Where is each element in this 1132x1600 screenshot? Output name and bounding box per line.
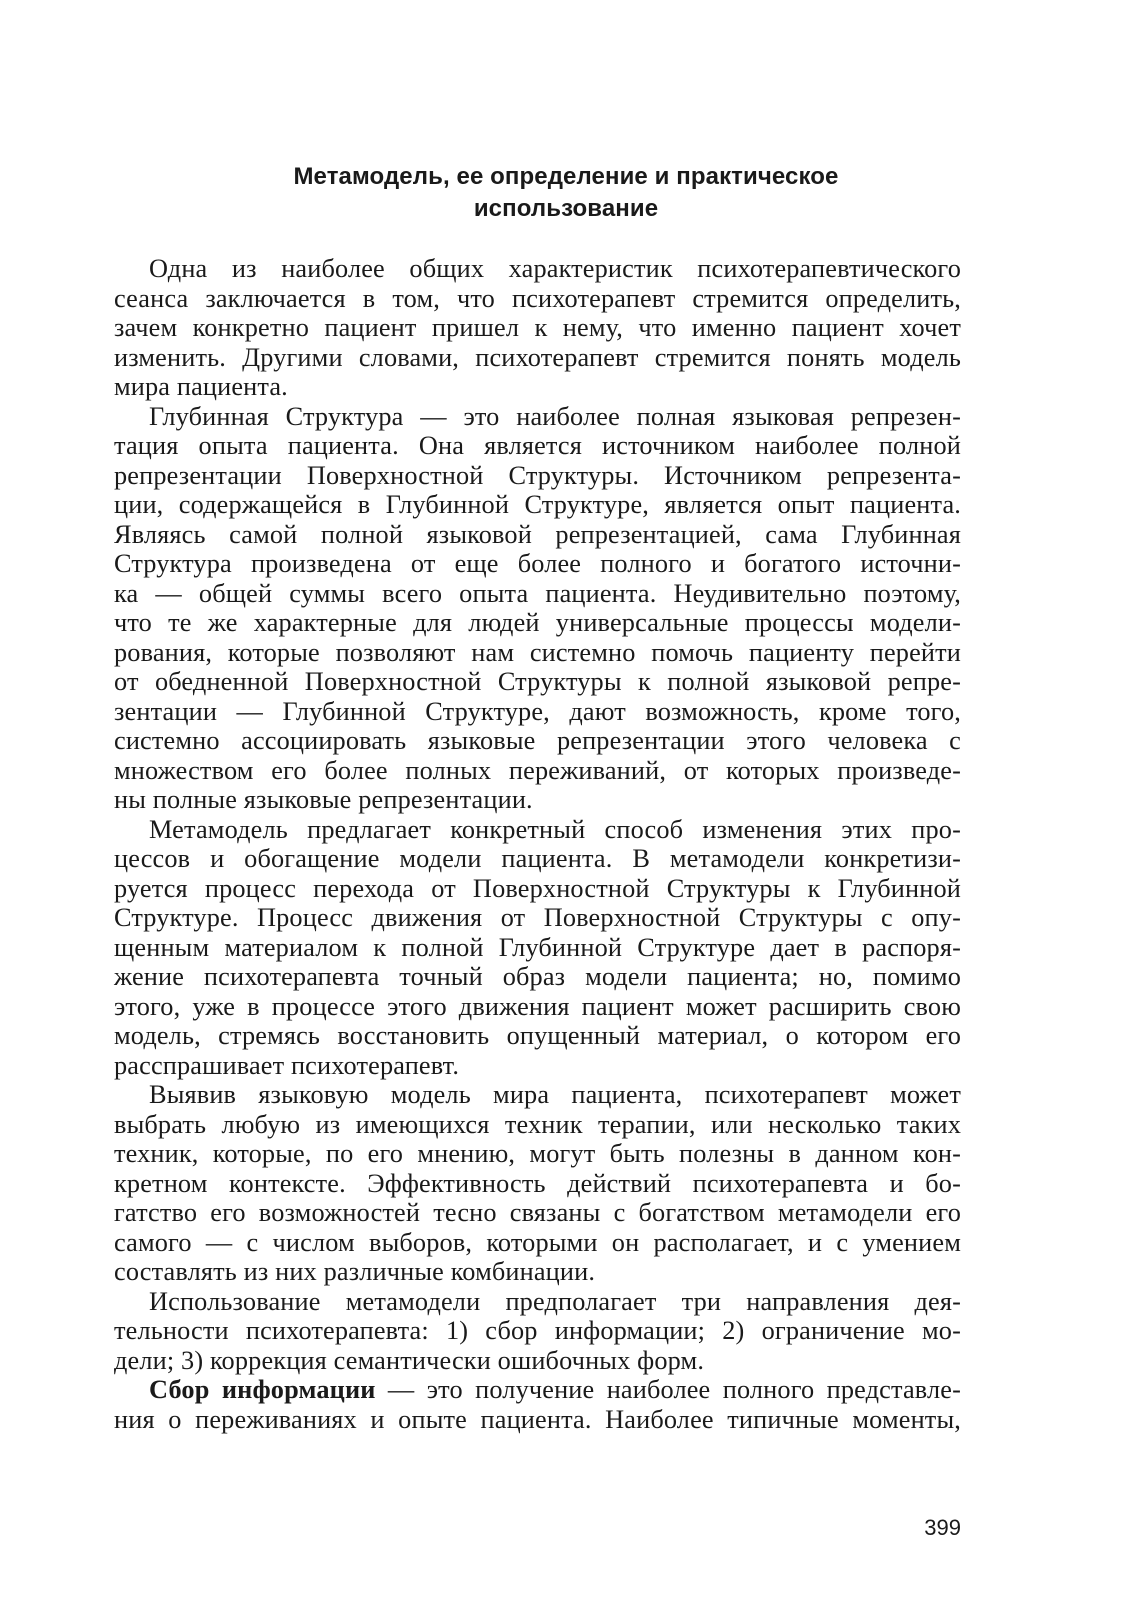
- text-line: Метамодель предлагает конкретный способ изменения этих про-: [149, 814, 961, 844]
- text-line: щенным материалом к полной Глубинной Структуре дает в распоря-: [114, 932, 961, 962]
- paragraph-1: [114, 254, 961, 402]
- text-line: ка — общей суммы всего опыта пациента. Неудивительно поэтому,: [114, 578, 961, 608]
- text-line: расспрашивает психотерапевт.: [114, 1050, 460, 1080]
- text-line: от обедненной Поверхностной Структуры к полной языковой репре-: [114, 667, 961, 696]
- text-line: дели; 3) коррекция семантически ошибочных форм.: [114, 1345, 705, 1375]
- paragraph-3: [114, 815, 961, 1081]
- text-line: Выявив языковую модель мира пациента, психотерапевт может: [149, 1080, 961, 1109]
- paragraph-2: [114, 402, 961, 815]
- text-line: сеанса заключается в том, что психотерапевт стремится определить,: [114, 283, 961, 313]
- text-line: составлять из них различные комбинации.: [114, 1257, 596, 1286]
- text-line: что те же характерные для людей универсальные процессы модели-: [114, 608, 961, 637]
- text-line: тация опыта пациента. Она является источником наиболее полной: [114, 431, 961, 460]
- text-line: Структуре. Процесс движения от Поверхностной Структуры с опу-: [114, 903, 961, 932]
- text-line: руется процесс перехода от Поверхностной Структуры к Глубинной: [114, 873, 961, 903]
- paragraph-4: [114, 1080, 961, 1287]
- text-line: кретном контексте. Эффективность действий психотерапевта и бо-: [114, 1168, 961, 1198]
- text-line: Структура произведена от еще более полного и богатого источни-: [114, 549, 961, 578]
- paragraph-6: [114, 1375, 961, 1434]
- text-line: жение психотерапевта точный образ модели пациента; но, помимо: [114, 962, 961, 991]
- text-line-rest: — это получение наиболее полного представле-: [375, 1375, 961, 1404]
- text-line: зентации — Глубинной Структуре, дают возможность, кроме того,: [114, 696, 961, 726]
- text-line: ния о переживаниях и опыте пациента. Наиболее типичные моменты,: [114, 1404, 961, 1434]
- body-text: [114, 254, 961, 1434]
- text-line: рования, которые позволяют нам системно помочь пациенту перейти: [114, 637, 961, 667]
- text-line: тельности психотерапевта: 1) сбор информации; 2) ограничение мо-: [114, 1316, 961, 1345]
- text-line: ны полные языковые репрезентации.: [114, 785, 533, 814]
- text-line: Являясь самой полной языковой репрезентацией, сама Глубинная: [114, 519, 961, 549]
- page-number: 399: [924, 1515, 961, 1540]
- text-line: самого — с числом выборов, которыми он располагает, и с умением: [114, 1227, 961, 1257]
- section-title: [0, 161, 1132, 225]
- text-line: цессов и обогащение модели пациента. В метамодели конкретизи-: [114, 844, 961, 873]
- text-line: Использование метамодели предполагает три направления дея-: [149, 1286, 961, 1316]
- text-line: этого, уже в процессе этого движения пациент может расширить свою: [114, 991, 961, 1021]
- text-line: Одна из наиболее общих характеристик психотерапевтического: [149, 254, 961, 283]
- text-line: гатство его возможностей тесно связаны с богатством метамодели его: [114, 1198, 961, 1227]
- section-title-line-1: Метамодель, ее определение и практическое: [293, 163, 839, 190]
- text-line: зачем конкретно пациент пришел к нему, что именно пациент хочет: [114, 313, 961, 342]
- text-line: Глубинная Структура — это наиболее полная языковая репрезен-: [149, 401, 961, 431]
- paragraph-5: [114, 1287, 961, 1376]
- text-line: репрезентации Поверхностной Структуры. Источником репрезента-: [114, 460, 961, 490]
- bold-term: Сбор информации: [149, 1375, 376, 1404]
- text-line: техник, которые, по его мнению, могут быть полезны в данном кон-: [114, 1139, 961, 1168]
- text-line: ции, содержащейся в Глубинной Структуре, является опыт пациента.: [114, 490, 961, 519]
- text-line: системно ассоциировать языковые репрезентации этого человека с: [114, 726, 961, 755]
- text-line: мира пациента.: [114, 372, 288, 401]
- text-line: модель, стремясь восстановить опущенный материал, о котором его: [114, 1021, 961, 1050]
- text-line: [114, 1375, 961, 1405]
- text-line: изменить. Другими словами, психотерапевт стремится понять модель: [114, 342, 961, 372]
- section-title-line-2: использование: [473, 195, 659, 222]
- text-line: множеством его более полных переживаний, от которых произведе-: [114, 755, 961, 785]
- text-line: выбрать любую из имеющихся техник терапии, или несколько таких: [114, 1109, 961, 1139]
